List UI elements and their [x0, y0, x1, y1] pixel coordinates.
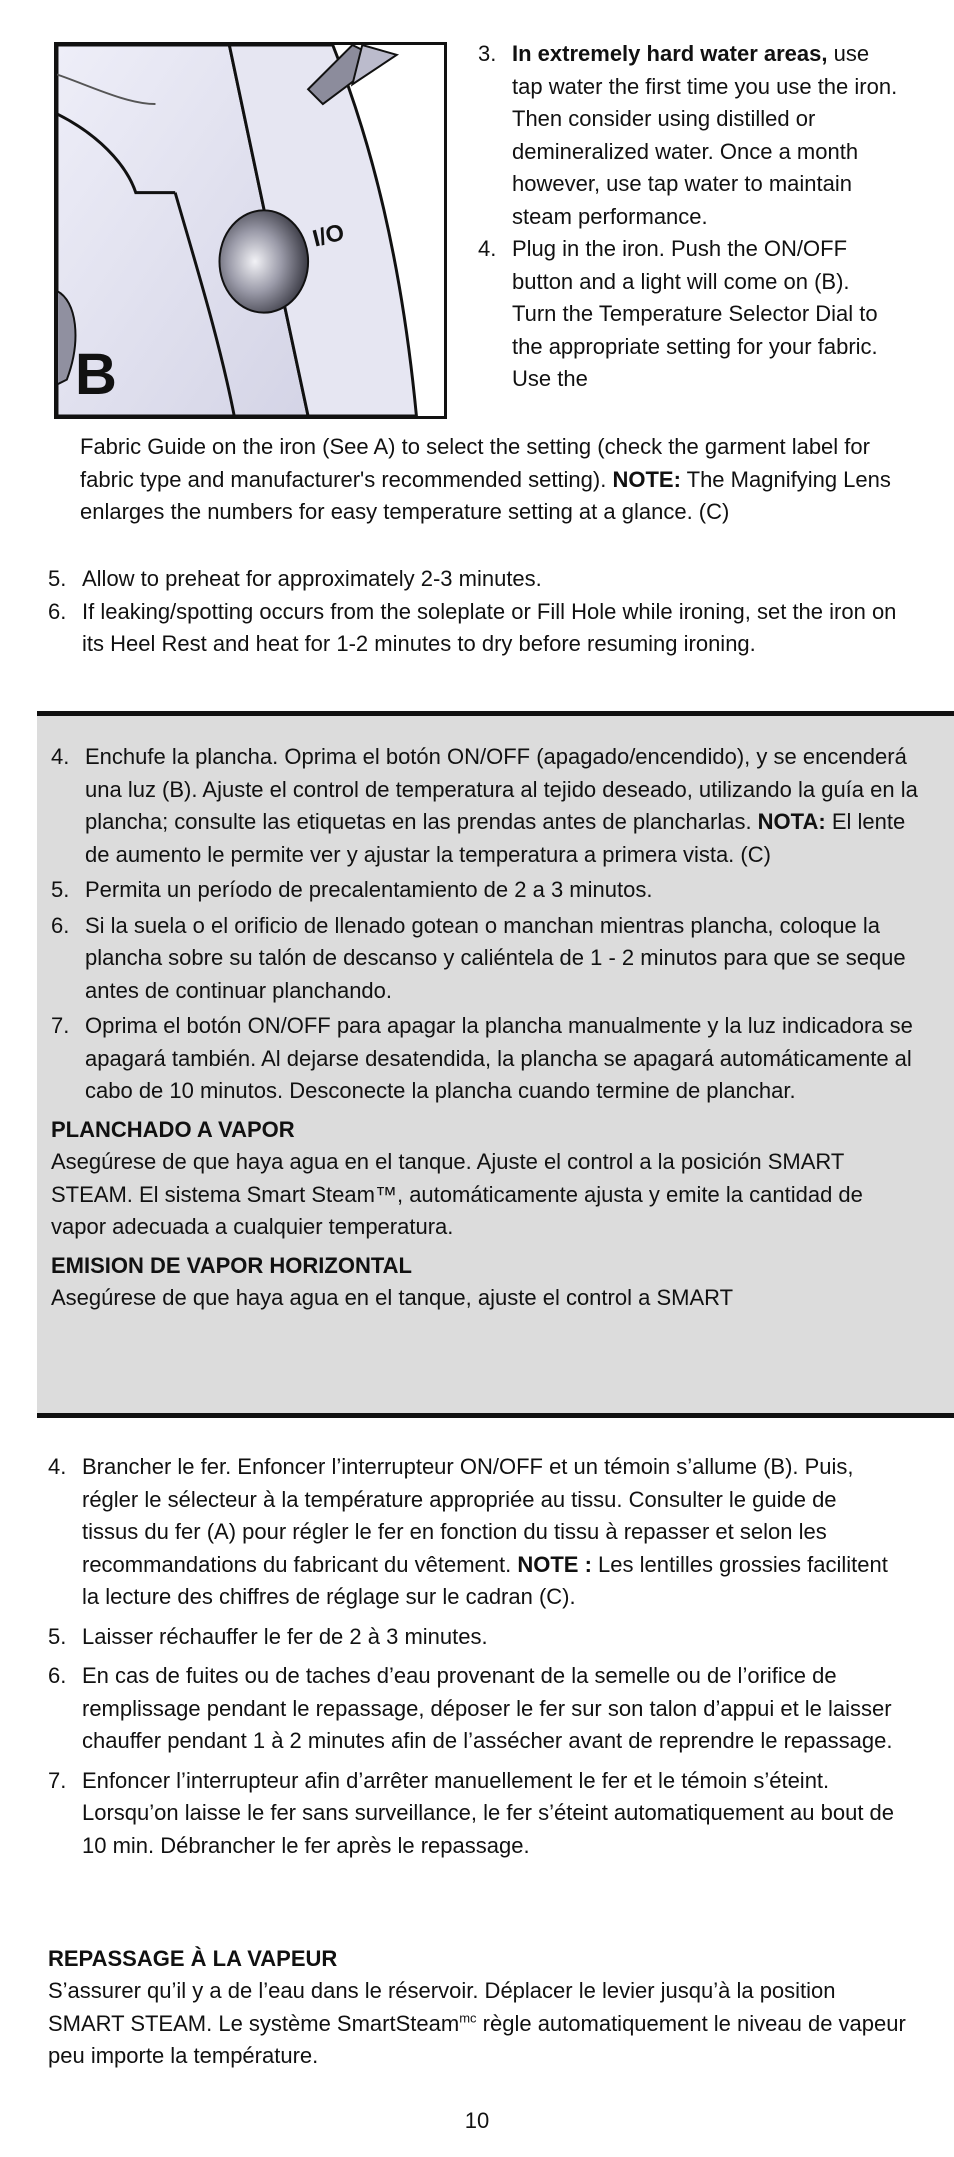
es-item-6-text: Si la suela o el orificio de llenado gotean o manchan mientras plancha, coloque la plancha sobre su talón de descanso y caliéntela de 1 - 2 minutos para que se seque antes de continuar planchando. [85, 912, 906, 1003]
es-paragraph-horizontal-steam: Asegúrese de que haya agua en el tanque, ajuste el control a SMART [51, 1285, 734, 1310]
es-paragraph-steam: Asegúrese de que haya agua en el tanque. Ajuste el control a la posición SMART STEAM. El sistema Smart Steam™, automáticamente ajusta y emite la cantidad de vapor adecuada a cualquier temperatura. [51, 1149, 863, 1239]
en-item-4 [478, 233, 898, 396]
es-note-text: El lente de aumento le permite ver y ajustar la temperatura a primera vista. (C) [85, 809, 906, 867]
list-number: 3. [478, 41, 497, 66]
es-item-5-text: Permita un período de precalentamiento de 2 a 3 minutos. [85, 877, 653, 902]
on-off-button-icon [219, 210, 308, 312]
en-item-3-text: use tap water the first time you use the iron. Then consider using distilled or demineralized water. Once a month however, use tap water to maintain steam performance. [512, 41, 898, 229]
es-heading-steam: PLANCHADO A VAPOR [51, 1116, 295, 1142]
es-item-5 [51, 874, 921, 907]
en-item-4-text: Plug in the iron. Push the ON/OFF button and a light will come on (B). Turn the Temperature Selector Dial to the appropriate setting for your fabric. Use the [512, 236, 878, 391]
fr-item-4-text: Brancher le fer. Enfoncer l’interrupteur ON/OFF et un témoin s’allume (B). Puis, régler le sélecteur à la température appropriée au tissu. Consulter le guide de tissus du fer (A) pour régler le fer en fonction du tissu à repasser et selon les recommandations du fabricant du vêtement. [82, 1454, 854, 1577]
en-item-4-continued [80, 431, 900, 529]
fr-para-text-b: règle automatiquement le niveau de vapeur peu importe la température. [48, 2010, 906, 2068]
list-number: 4. [51, 744, 70, 769]
fr-item-7 [48, 1765, 898, 1863]
fr-heading-steam: REPASSAGE À LA VAPEUR [48, 1946, 338, 1971]
list-number: 5. [51, 877, 70, 902]
fr-item-4 [48, 1451, 898, 1614]
list-number: 6. [48, 598, 67, 624]
es-item-7-text: Oprima el botón ON/OFF para apagar la plancha manualmente y la luz indicadora se apagará también. Al dejarse desatendida, la plancha se apagará automáticamente al cabo de 10 minutos. Desconecte la plancha cuando termine de planchar. [85, 1013, 913, 1103]
es-heading-horizontal-steam: EMISION DE VAPOR HORIZONTAL [51, 1252, 412, 1278]
en-item-5 [48, 563, 898, 596]
spanish-section [37, 711, 954, 1418]
en-item-6-text: If leaking/spotting occurs from the soleplate or Fill Hole while ironing, set the iron on its Heel Rest and heat for 1-2 minutes to dry before resuming ironing. [82, 598, 897, 656]
fr-para-text-a: S’assurer qu’il y a de l’eau dans le réservoir. Déplacer le levier jusqu’à la position SMART STEAM. Le système SmartSteam [48, 1978, 836, 2036]
list-number: 5. [48, 1623, 67, 1649]
es-note-label: NOTA: [757, 809, 826, 834]
list-number: 4. [48, 1454, 67, 1479]
fr-item-6 [48, 1660, 898, 1758]
fr-item-5-text: Laisser réchauffer le fer de 2 à 3 minutes. [82, 1623, 488, 1649]
list-number: 7. [48, 1767, 67, 1793]
en-note-text: The Magnifying Lens enlarges the numbers for easy temperature setting at a glance. (C) [80, 466, 891, 524]
es-item-4-text: Enchufe la plancha. Oprima el botón ON/OFF (apagado/encendido), y se encenderá una luz (B). Ajuste el control de temperatura al tejido deseado, utilizando la guía en la plancha; consulte las etiquetas en las prendas antes de plancharlas. [85, 744, 918, 834]
fr-item-7-text: Enfoncer l’interrupteur afin d’arrêter manuellement le fer et le témoin s’éteint. Lorsqu’on laisse le fer sans surveillance, le fer s’éteint automatiquement au bout de 10 min. Débrancher le fer après le repassage. [82, 1767, 895, 1858]
es-item-6 [51, 910, 921, 1008]
french-instructions [48, 1451, 898, 1869]
list-number: 7. [51, 1013, 70, 1038]
on-off-label: I/O [310, 219, 348, 253]
english-instructions-bottom [48, 563, 898, 661]
list-number: 6. [51, 912, 70, 938]
english-instructions-top [478, 38, 898, 396]
en-item-5-text: Allow to preheat for approximately 2-3 minutes. [82, 566, 542, 591]
fr-note-label: NOTE : [517, 1551, 592, 1577]
list-number: 6. [48, 1663, 67, 1688]
en-item-4-cont-text: Fabric Guide on the iron (See A) to select the setting (check the garment label for fabric type and manufacturer's recommended setting). [80, 434, 870, 492]
fr-paragraph-steam [48, 1975, 908, 2073]
fr-para-superscript: mc [459, 2010, 477, 2026]
es-item-4 [51, 741, 921, 871]
es-item-7 [51, 1010, 921, 1108]
en-item-3 [478, 38, 898, 233]
fr-item-5 [48, 1621, 898, 1654]
list-number: 4. [478, 236, 497, 261]
list-number: 5. [48, 566, 67, 591]
fr-item-6-text: En cas de fuites ou de taches d’eau provenant de la semelle ou de l’orifice de remplissage pendant le repassage, déposer le fer sur son talon d’appui et le laisser chauffer pendant 1 à 2 minutes afin de l’assécher avant de reprendre le repassage. [82, 1663, 893, 1753]
page-number: 10 [464, 2108, 490, 2133]
en-item-6 [48, 596, 898, 661]
fr-note-text: Les lentilles grossies facilitent la lecture des chiffres de réglage sur le cadran (C). [82, 1551, 888, 1609]
en-item-3-bold: In extremely hard water areas, [512, 41, 828, 66]
iron-illustration-b [54, 42, 447, 419]
en-note-label: NOTE: [612, 466, 681, 492]
figure-letter: B [75, 342, 117, 407]
